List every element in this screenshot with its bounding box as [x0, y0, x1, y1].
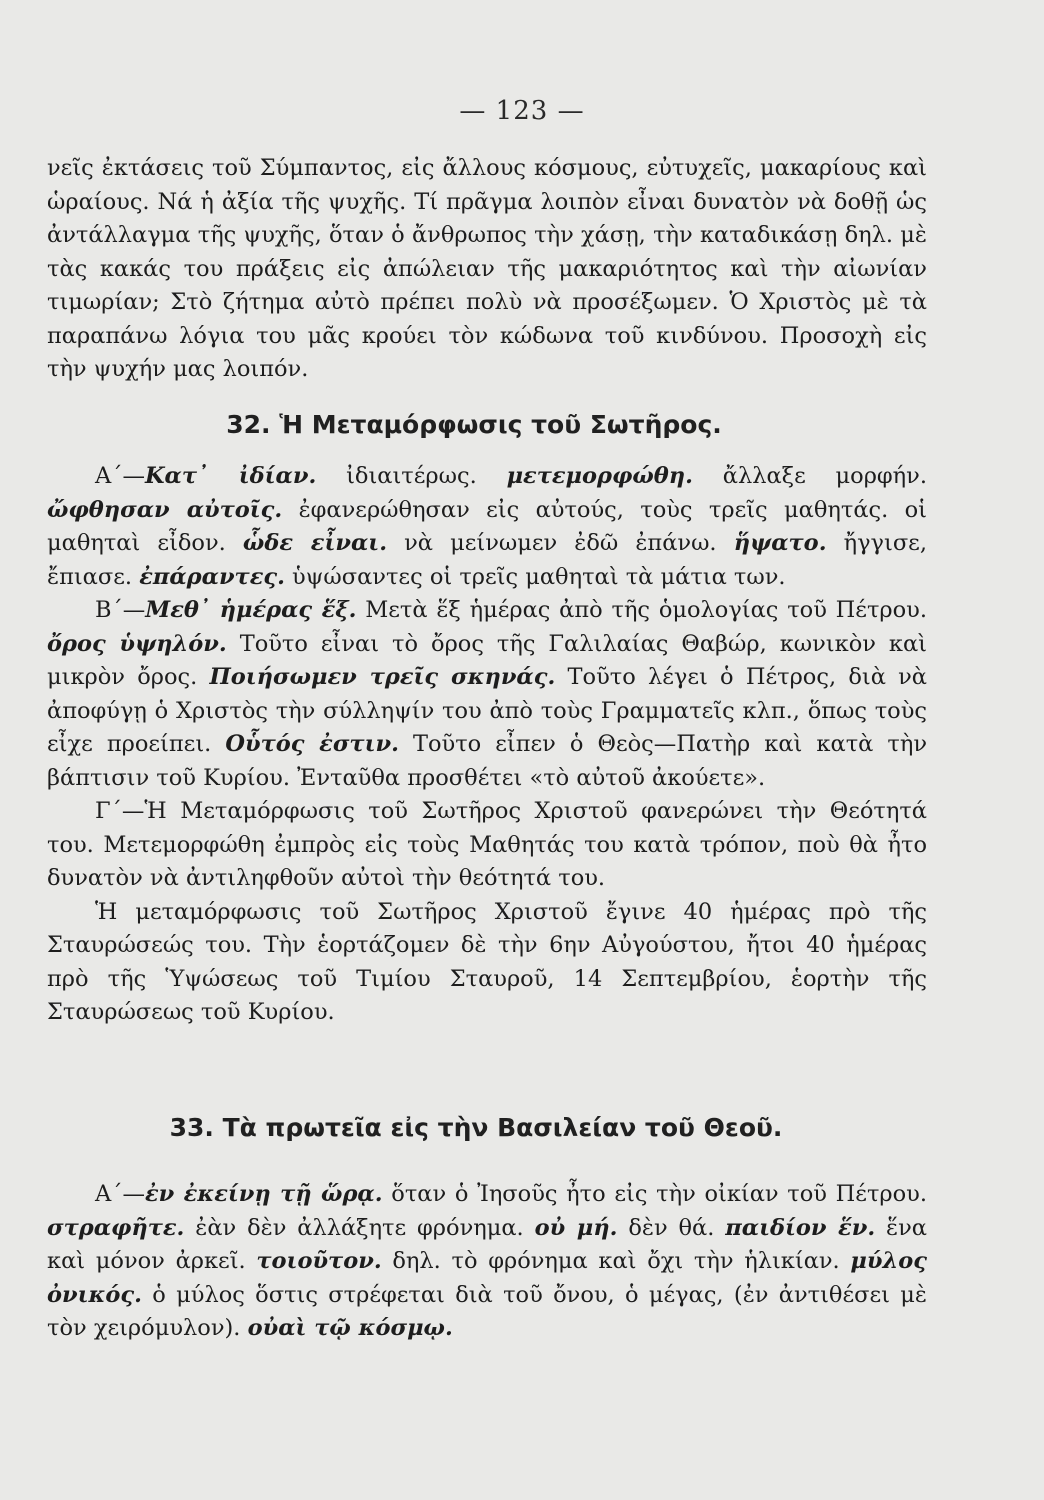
section-33-para-a	[47, 1178, 927, 1346]
glossed-term: ἥψατο.	[733, 530, 827, 556]
gloss-text: δὲν θά.	[617, 1214, 726, 1241]
gloss-text: ὅταν ὁ Ἰησοῦς ἦτο εἰς τὴν οἰκίαν τοῦ Πέτρου.	[382, 1181, 927, 1207]
glossed-term: ὄρος ὑψηλόν.	[47, 630, 227, 657]
glossed-term: μύλος ὀνικός.	[47, 1248, 927, 1308]
gloss-text: Τοῦτο εἶπεν ὁ Θεὸς—Πατὴρ καὶ κατὰ τὴν βάπτισιν τοῦ Κυρίου. Ἐνταῦθα προσθέτει «τὸ αὐτοῦ ἀκούετε».	[47, 731, 928, 791]
glossed-term: ὧδε εἶναι.	[242, 530, 388, 556]
gloss-text: ἕνα καὶ μόνον ἀρκεῖ.	[47, 1214, 927, 1274]
glossed-term: Κατ᾽ ἰδίαν.	[145, 463, 317, 489]
glossed-term: ἐν ἐκείνῃ τῇ ὥρᾳ.	[145, 1181, 383, 1207]
glossed-term: ὤφθησαν αὐτοῖς.	[47, 496, 283, 523]
gloss-text: Τοῦτο εἶναι τὸ ὄρος τῆς Γαλιλαίας Θαβώρ, κωνικὸν καὶ μικρὸν ὄρος.	[47, 630, 927, 690]
gloss-text: ἐφανερώθησαν εἰς αὐτούς, τοὺς τρεῖς μαθητάς. οἱ μαθηταὶ εἶδον.	[47, 496, 928, 556]
section-32-para-a	[47, 460, 927, 594]
section-32-para-b	[47, 594, 927, 795]
gloss-text: Α΄—	[95, 1181, 145, 1207]
glossed-term: μετεμορφώθη.	[506, 463, 693, 489]
section-32-body	[47, 460, 927, 1030]
section-33-body	[47, 1178, 927, 1346]
gloss-text: Β΄—	[95, 597, 146, 623]
glossed-term: ἐπάραντες.	[139, 563, 285, 590]
gloss-text: ἤγγισε, ἔπιασε.	[47, 530, 927, 590]
gloss-text: Τοῦτο λέγει ὁ Πέτρος, διὰ νὰ ἀποφύγῃ ὁ Χριστὸς τὴν σύλληψίν του ἀπὸ τοὺς Γραμματεῖς κλπ., ὅπως τοὺς εἶχε προείπει.	[47, 664, 928, 757]
gloss-text: ἰδιαιτέρως.	[316, 463, 507, 489]
gloss-text: νὰ μείνωμεν ἐδῶ ἐπάνω.	[387, 530, 734, 556]
gloss-text: ὁ μύλος ὅστις στρέφεται διὰ τοῦ ὄνου, ὁ μέγας, (ἐν ἀντιθέσει μὲ τὸν χειρόμυλον).	[47, 1281, 927, 1341]
gloss-text: δηλ. τὸ φρόνημα καὶ ὄχι τὴν ἡλικίαν.	[381, 1248, 851, 1274]
glossed-term: οὐαὶ τῷ κόσμῳ.	[247, 1315, 453, 1341]
glossed-term: παιδίον ἕν.	[725, 1214, 876, 1241]
glossed-term: Μεθ᾽ ἡμέρας ἕξ.	[145, 597, 357, 623]
glossed-term: οὐ μή.	[534, 1214, 618, 1241]
intro-paragraph: νεῖς ἐκτάσεις τοῦ Σύμπαντος, εἰς ἄλλους κόσμους, εὐτυχεῖς, μακαρίους καὶ ὡραίους. Νά ἡ ἀξία τῆς ψυχῆς. Τί πρᾶγμα λοιπὸν εἶναι δυνατὸν νὰ δοθῇ ὡς ἀντάλλαγμα τῆς ψυχῆς, ὅταν ὁ ἄνθρωπος τὴν χάσῃ, τὴν καταδικάσῃ δηλ. μὲ τὰς κακάς του πράξεις εἰς ἀπώλειαν τῆς μακαριότητος καὶ τὴν αἰωνίαν τιμωρίαν; Στὸ ζήτημα αὐτὸ πρέπει πολὺ νὰ προσέξωμεν. Ὁ Χριστὸς μὲ τὰ παραπάνω λόγια του μᾶς κρούει τὸν κώδωνα τοῦ κινδύνου. Προσοχὴ εἰς τὴν ψυχήν μας λοιπόν.	[47, 155, 927, 382]
section-32-heading: 32. Ἡ Μεταμόρφωσις τοῦ Σωτῆρος.	[226, 410, 722, 439]
glossed-term: Ποιήσωμεν τρεῖς σκηνάς.	[209, 664, 556, 690]
gloss-text: ἐὰν δὲν ἀλλάξητε φρόνημα.	[184, 1214, 535, 1241]
section-32-para-c: Γ΄—Ἡ Μεταμόρφωσις τοῦ Σωτῆρος Χριστοῦ φανερώνει τὴν Θεότητά του. Μετεμορφώθη ἐμπρὸς εἰς τοὺς Μαθητάς του κατὰ τρόπον, ποὺ θὰ ἦτο δυνατὸν νὰ ἀντιληφθοῦν αὐτοὶ τὴν θεότητά του.	[47, 798, 927, 891]
page-number: — 123 —	[459, 96, 585, 126]
glossed-term: Οὗτός ἐστιν.	[225, 731, 399, 757]
gloss-text: Α΄—	[95, 463, 145, 489]
glossed-term: τοιοῦτον.	[256, 1248, 382, 1274]
intro-paragraph-block	[47, 152, 927, 387]
section-32-para-d: Ἡ μεταμόρφωσις τοῦ Σωτῆρος Χριστοῦ ἔγινε 40 ἡμέρας πρὸ τῆς Σταυρώσεώς του. Τὴν ἑορτάζομεν δὲ τὴν 6ην Αὐγούστου, ἤτοι 40 ἡμέρας πρὸ τῆς Ὑψώσεως τοῦ Τιμίου Σταυροῦ, 14 Σεπτεμβρίου, ἑορτὴν τῆς Σταυρώσεως τοῦ Κυρίου.	[47, 898, 927, 1025]
section-33-heading: 33. Τὰ πρωτεῖα εἰς τὴν Βασιλείαν τοῦ Θεοῦ.	[169, 1113, 783, 1142]
gloss-text: ἄλλαξε μορφήν.	[692, 463, 927, 489]
glossed-term: στραφῆτε.	[47, 1214, 185, 1241]
gloss-text: Μετὰ ἕξ ἡμέρας ἀπὸ τῆς ὁμολογίας τοῦ Πέτρου.	[356, 597, 927, 623]
gloss-text: ὑψώσαντες οἱ τρεῖς μαθηταὶ τὰ μάτια των.	[284, 563, 786, 590]
